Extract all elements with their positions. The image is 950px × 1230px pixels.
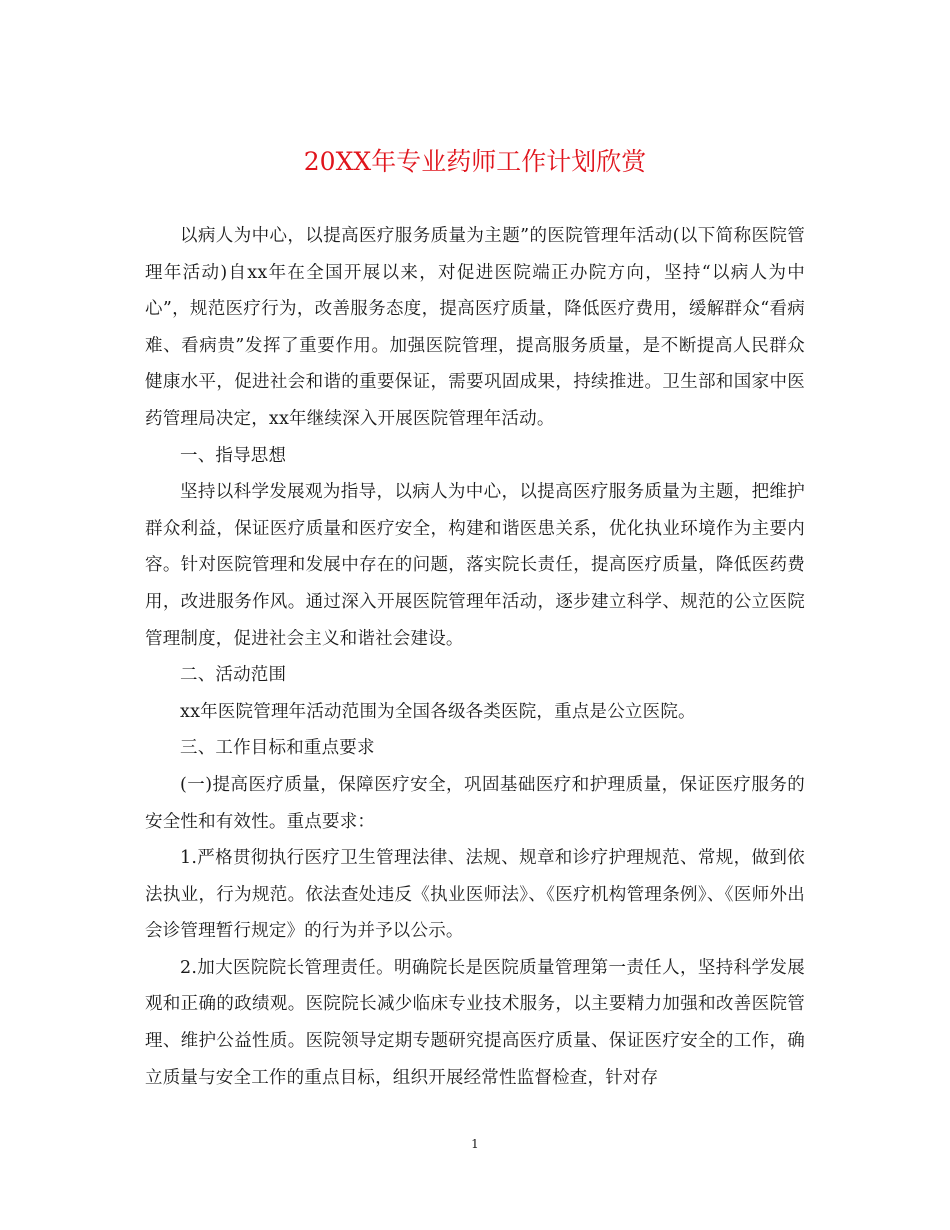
paragraph-requirement-1: 1.严格贯彻执行医疗卫生管理法律、法规、规章和诊疗护理规范、常规，做到依法执业，行为规范。依法查处违反《执业医师法》、《医疗机构管理条例》、《医师外出会诊管理暂行规定》的行为并予以公示。 (145, 848, 805, 942)
heading-activity-scope: 二、活动范围 (180, 665, 287, 686)
paragraph-intro: 以病人为中心，以提高医疗服务质量为主题”的医院管理年活动(以下简称医院管理年活动)自xx年在全国开展以来，对促进医院端正办院方向，坚持“以病人为中心”，规范医疗行为，改善服务态度，提高医疗质量，降低医疗费用，缓解群众“看病难、看病贵”发挥了重要作用。加强医院管理，提高服务质量，是不断提高人民群众健康水平，促进社会和谐的重要保证，需要巩固成果，持续推进。卫生部和国家中医药管理局决定，xx年继续深入开展医院管理年活动。 (145, 226, 805, 429)
heading-goals-requirements: 三、工作目标和重点要求 (180, 738, 375, 759)
paragraph-requirement-2: 2.加大医院院长管理责任。明确院长是医院质量管理第一责任人，坚持科学发展观和正确的政绩观。医院院长减少临床专业技术服务，以主要精力加强和改善医院管理、维护公益性质。医院领导定期专题研究提高医疗质量、保证医疗安全的工作，确立质量与安全工作的重点目标，组织开展经常性监督检查，针对存 (145, 957, 805, 1088)
page-number: 1 (471, 1137, 479, 1151)
paragraph-activity-scope: xx年医院管理年活动范围为全国各级各类医院，重点是公立医院。 (180, 701, 696, 722)
document-body (145, 218, 805, 1096)
heading-guiding-ideology: 一、指导思想 (180, 445, 287, 466)
document-title: 20XX年专业药师工作计划欣赏 (303, 147, 647, 176)
paragraph-goal-1: (一)提高医疗质量，保障医疗安全，巩固基础医疗和护理质量，保证医疗服务的安全性和有效性。重点要求： (145, 774, 805, 832)
paragraph-guiding-ideology: 坚持以科学发展观为指导，以病人为中心，以提高医疗服务质量为主题，把维护群众利益，保证医疗质量和医疗安全，构建和谐医患关系，优化执业环境作为主要内容。针对医院管理和发展中存在的问题，落实院长责任，提高医疗质量，降低医药费用，改进服务作风。通过深入开展医院管理年活动，逐步建立科学、规范的公立医院管理制度，促进社会主义和谐社会建设。 (145, 482, 805, 649)
